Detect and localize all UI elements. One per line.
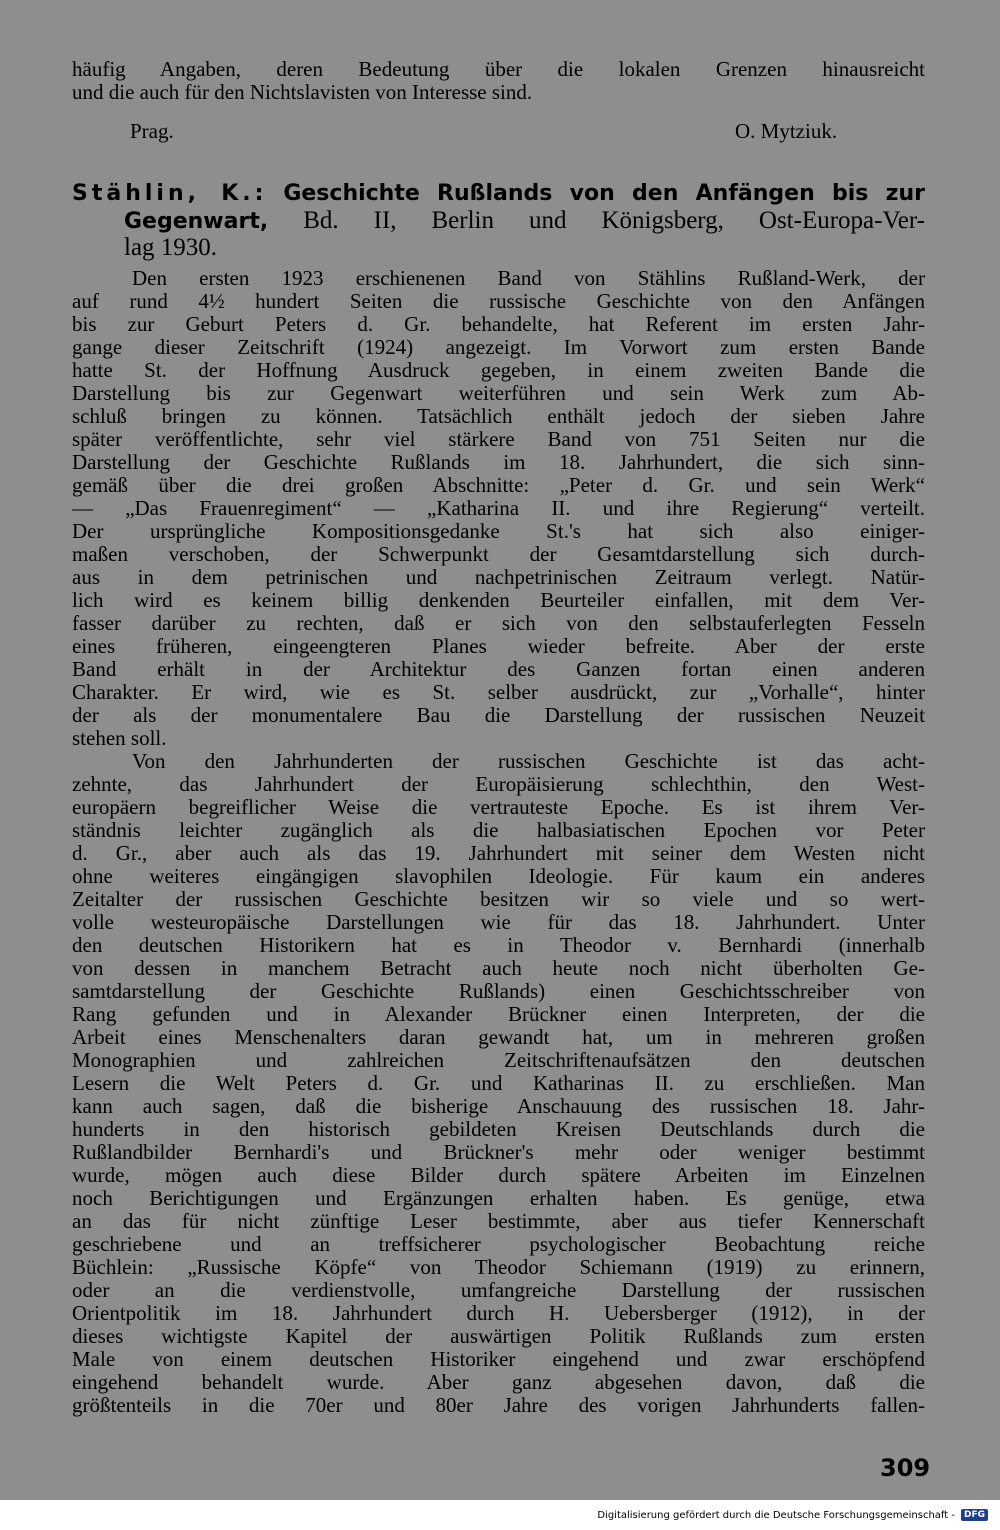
paragraph-2-line: geschriebene und an treffsicherer psychologischer Beobachtung reiche <box>72 1232 925 1256</box>
review-heading-line-2 <box>124 207 925 234</box>
paragraph-2-line: Male von einem deutschen Historiker eingehend und zwar erschöpfend <box>72 1347 925 1371</box>
paragraph-2-line: Monographien und zahlreichen Zeitschriftenaufsätzen den deutschen <box>72 1048 925 1072</box>
paragraph-2-line: samtdarstellung der Geschichte Rußlands) einen Geschichtsschreiber von <box>72 979 925 1003</box>
paragraph-1-line: gange dieser Zeitschrift (1924) angezeigt. Im Vorwort zum ersten Bande <box>72 335 925 359</box>
paragraph-1-line: stehen soll. <box>72 726 167 750</box>
paragraph-2-line: Rußlandbilder Bernhardi's und Brückner's mehr oder weniger bestimmt <box>72 1140 925 1164</box>
dfg-logo: DFG <box>961 1509 988 1521</box>
paragraph-1-line: eines früheren, eingeengteren Planes wieder befreite. Aber der erste <box>72 634 925 658</box>
paragraph-2-line: oder an die verdienstvolle, umfangreiche Darstellung der russischen <box>72 1278 925 1302</box>
funding-notice: Digitalisierung gefördert durch die Deutsche Forschungsgemeinschaft - <box>597 1509 955 1521</box>
paragraph-2-line: wurde, mögen auch diese Bilder durch spätere Arbeiten im Einzelnen <box>72 1163 925 1187</box>
paragraph-2-line: noch Berichtigungen und Ergänzungen erhalten haben. Es genüge, etwa <box>72 1186 925 1210</box>
paragraph-1-line: Darstellung der Geschichte Rußlands im 18. Jahrhundert, die sich sinn- <box>72 450 925 474</box>
paragraph-2-line: zehnte, das Jahrhundert der Europäisierung schlechthin, den West- <box>72 772 925 796</box>
paragraph-2-line: volle westeuropäische Darstellungen wie für das 18. Jahrhundert. Unter <box>72 910 925 934</box>
paragraph-2-line: Arbeit eines Menschenalters daran gewandt hat, um in mehreren großen <box>72 1025 925 1049</box>
paragraph-2-line: größtenteils in die 70er und 80er Jahre des vorigen Jahrhunderts fallen- <box>72 1393 925 1417</box>
text-line: häufig Angaben, deren Bedeutung über die lokalen Grenzen hinausreicht <box>72 57 925 81</box>
review-heading-line-1 <box>72 179 925 206</box>
paragraph-2-line: Büchlein: „Russische Köpfe“ von Theodor Schiemann (1919) zu erinnern, <box>72 1255 925 1279</box>
paragraph-2-line: von dessen in manchem Betracht auch heute noch nicht überholten Ge- <box>72 956 925 980</box>
paragraph-1-line: fasser darüber zu rechten, daß er sich von den selbstauferlegten Fesseln <box>72 611 925 635</box>
paragraph-1-line: lich wird es keinem billig denkenden Beurteiler einfallen, mit dem Ver- <box>72 588 925 612</box>
paragraph-2-line: Orientpolitik im 18. Jahrhundert durch H. Uebersberger (1912), in der <box>72 1301 925 1325</box>
paragraph-2-line: d. Gr., aber auch als das 19. Jahrhundert mit seiner dem Westen nicht <box>72 841 925 865</box>
paragraph-1-line: Band erhält in der Architektur des Ganzen fortan einen anderen <box>72 657 925 681</box>
paragraph-1-line: aus in dem petrinischen und nachpetrinischen Zeitraum verlegt. Natür- <box>72 565 925 589</box>
paragraph-2-line: hunderts in den historisch gebildeten Kreisen Deutschlands durch die <box>72 1117 925 1141</box>
review-author: Stählin, K.: <box>72 181 268 206</box>
paragraph-1-line: schluß bringen zu können. Tatsächlich enthält jedoch der sieben Jahre <box>72 404 925 428</box>
review-heading-line-3: lag 1930. <box>124 234 218 261</box>
paragraph-2-line: kann auch sagen, daß die bisherige Anschauung des russischen 18. Jahr- <box>72 1094 925 1118</box>
page-number: 309 <box>880 1454 931 1482</box>
paragraph-1-line: Darstellung bis zur Gegenwart weiterführen und sein Werk zum Ab- <box>72 381 925 405</box>
paragraph-1-line: später veröffentlichte, sehr viel stärkere Band von 751 Seiten nur die <box>72 427 925 451</box>
paragraph-1-line: Den ersten 1923 erschienenen Band von Stählins Rußland-Werk, der <box>132 266 925 290</box>
review-publication-info: Bd. II, Berlin und Königsberg, Ost-Europa-Ver- <box>303 207 926 234</box>
paragraph-2-line: europäern begreiflicher Weise die vertrauteste Epoche. Es ist ihrem Ver- <box>72 795 925 819</box>
paragraph-2-line: eingehend behandelt wurde. Aber ganz abgesehen davon, daß die <box>72 1370 925 1394</box>
paragraph-2-line: Lesern die Welt Peters d. Gr. und Katharinas II. zu erschließen. Man <box>72 1071 925 1095</box>
paragraph-1-line: Der ursprüngliche Kompositionsgedanke St.'s hat sich also einiger- <box>72 519 925 543</box>
paragraph-2-line: Von den Jahrhunderten der russischen Geschichte ist das acht- <box>132 749 925 773</box>
paragraph-1-line: bis zur Geburt Peters d. Gr. behandelte, hat Referent im ersten Jahr- <box>72 312 925 336</box>
signature-reviewer: O. Mytziuk. <box>735 119 838 143</box>
signature-place: Prag. <box>130 119 174 143</box>
text-line: und die auch für den Nichtslavisten von Interesse sind. <box>72 80 533 104</box>
paragraph-2-line: an das für nicht zünftige Leser bestimmte, aber aus tiefer Kennerschaft <box>72 1209 925 1233</box>
paragraph-1-line: Charakter. Er wird, wie es St. selber ausdrückt, zur „Vorhalle“, hinter <box>72 680 925 704</box>
paragraph-2-line: Rang gefunden und in Alexander Brückner einen Interpreten, der die <box>72 1002 925 1026</box>
review-title-part-1: Geschichte Rußlands von den Anfängen bis zur <box>283 181 925 206</box>
funding-footer <box>597 1505 988 1525</box>
paragraph-1-line: auf rund 4½ hundert Seiten die russische Geschichte von den Anfängen <box>72 289 925 313</box>
paragraph-2-line: ohne weiteres eingängigen slavophilen Ideologie. Für kaum ein anderes <box>72 864 925 888</box>
paragraph-1-line: hatte St. der Hoffnung Ausdruck gegeben, in einem zweiten Bande die <box>72 358 925 382</box>
paragraph-2-line: Zeitalter der russischen Geschichte besitzen wir so viele und so wert- <box>72 887 925 911</box>
paragraph-1-line: maßen verschoben, der Schwerpunkt der Gesamtdarstellung sich durch- <box>72 542 925 566</box>
paragraph-1-line: — „Das Frauenregiment“ — „Katharina II. und ihre Regierung“ verteilt. <box>72 496 925 520</box>
paragraph-2-line: den deutschen Historikern hat es in Theodor v. Bernhardi (innerhalb <box>72 933 925 957</box>
paragraph-2-line: ständnis leichter zugänglich als die halbasiatischen Epochen vor Peter <box>72 818 925 842</box>
review-title-part-2: Gegenwart, <box>124 209 269 234</box>
paragraph-1-line: gemäß über die drei großen Abschnitte: „Peter d. Gr. und sein Werk“ <box>72 473 925 497</box>
paragraph-1-line: der als der monumentalere Bau die Darstellung der russischen Neuzeit <box>72 703 925 727</box>
paragraph-2-line: dieses wichtigste Kapitel der auswärtigen Politik Rußlands zum ersten <box>72 1324 925 1348</box>
